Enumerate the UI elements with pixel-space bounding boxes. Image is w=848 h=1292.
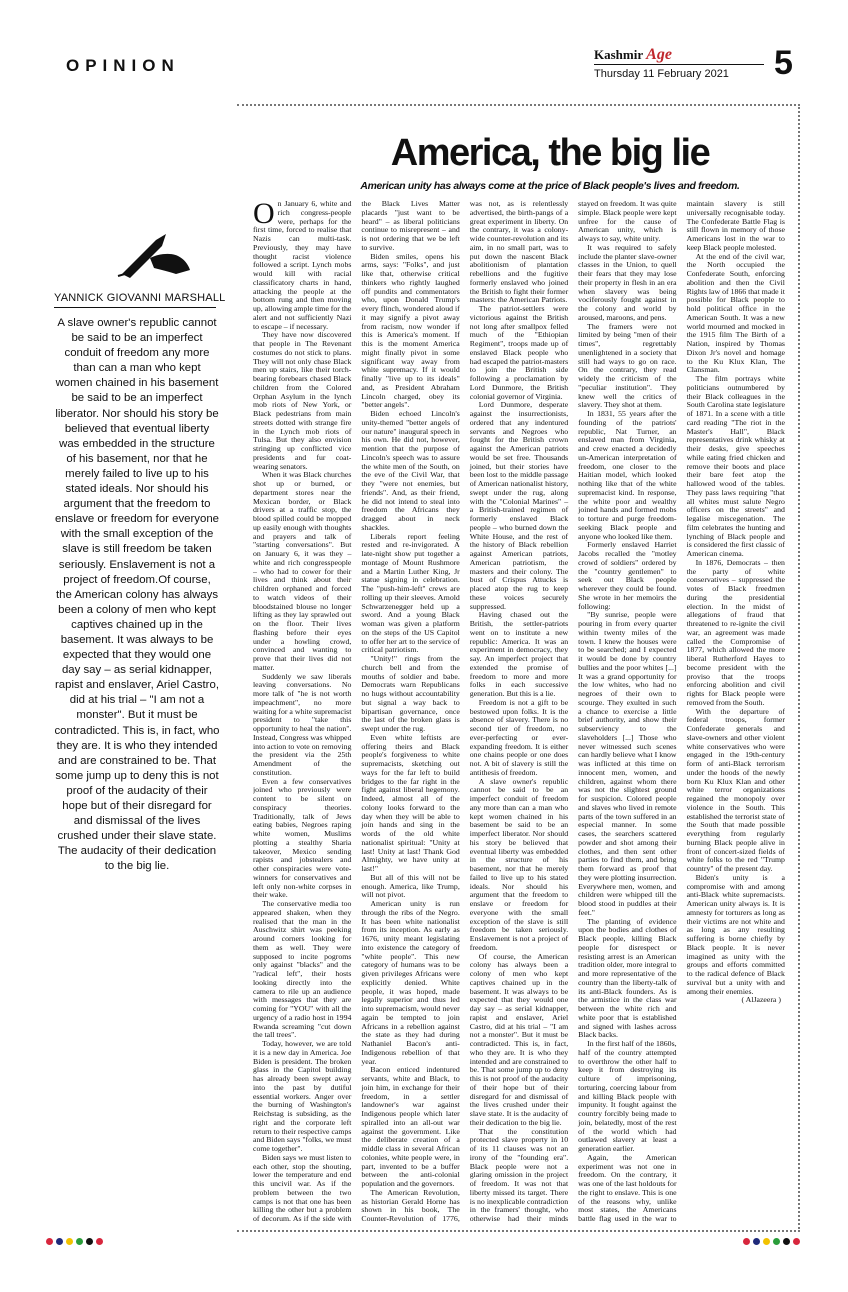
footer-color-dots-left bbox=[46, 1238, 103, 1246]
page-number: 5 bbox=[774, 44, 793, 82]
body-paragraph: But all of this will not be enough. America, like Trump, will not pivot. bbox=[361, 872, 460, 900]
pen-hand-illustration bbox=[116, 228, 196, 278]
color-dot bbox=[46, 1238, 53, 1245]
article-body bbox=[253, 200, 785, 1230]
paper-logo bbox=[594, 48, 764, 62]
body-paragraph: Liberals report feeling rested and re-invigorated. A late-night show put together a montage of Mount Rushmore and a Martin Luther King, Jr statue signing in celebration. The "push-him-left" crews are rolling up their sleeves. Arnold Schwarzenegger held up a sword. And a young Black woman was given a platform on the steps of the US Capitol to offer her art to the service of critical patriotism. bbox=[361, 531, 460, 655]
body-paragraph: Even a few conservatives joined who previously were content to be silent on conspiracy theories. Traditionally, talk of Jews eating babies, Negroes raping white women, Muslims plotting a stealthy Sharia takeover, Mexico sending rapists and jobstealers and other conspiracies were vote-winners for conservatives and left only non-white corpses in their wake. bbox=[253, 776, 352, 900]
body-paragraph: The patriot-settlers were victorious against the British not long after smallpox felled much of the "Ethiopian Regiment", troops made up of enslaved Black people who had escaped the patriot-masters to join the British side following a proclamation by Lord Dunmore, the British colonial governor of Virginia. bbox=[469, 304, 569, 401]
body-paragraph: Again, the American experiment was not one in freedom. On the contrary, it was one of the last holdouts for the right to enslave. This is one of the reasons why, unlike most states, the Americans battle flag used in the war to maintain slavery is still universally recognisable today. The Confederate Battle Flag is still flown in memory of those Americans lost in the war to keep Black people molested. bbox=[578, 200, 785, 1223]
source-credit: ( AlJazeera ) bbox=[741, 995, 781, 1005]
body-paragraph: With the departure of federal troops, former Confederate generals and slave-owners and other violent white conservatives who were engaged in the 19th-century form of anti-Black terrorism under the hoods of the newly born Ku Klux Klan and other white terror organizations regained the monopoly over violence in the South. This established the terrorist state of the South that made possible everything from regularly burning Black people alive in front of concert-sized fields of white folks to the red "Trump country" of the present day. bbox=[686, 706, 785, 873]
frame-border-top bbox=[237, 104, 800, 106]
footer-color-dots-right bbox=[743, 1238, 800, 1246]
body-paragraph: Even white leftists are offering theirs and Black people's forgiveness to white supremacists, sketching out ways for the far left to build bridges to the far right in the fight against liberal hegemony. Indeed, almost all of the colony looks forward to the day when they will be able to join hands and sing in the words of the old white nationalist spiritual: "Unity at last! Unity at last! Thank God Almighty, we have unity at last!" bbox=[361, 732, 460, 873]
body-paragraph: Suddenly we saw liberals leaving conversations. No more talk of "he is not worth impeachment", no more waiting for a white supremacist president to "take this opportunity to heal the nation". Instead, Congress was whipped into action to vote on removing the president via the 25th Amendment of the constitution. bbox=[253, 671, 352, 777]
author-byline: YANNICK GIOVANNI MARSHALL bbox=[54, 292, 216, 308]
body-paragraph: When it was Black churches shot up or burned, or department stores near the Mexican border, or Black drivers at a traffic stop, the blood spilled could be mopped up easily enough with thoughts and prayers and talk of "starting conversations". But on January 6, it was they – white and rich congresspeople – who had to cower for their lives and think about their children orphaned and forced to watch videos of their bloodstained blouse no longer lifting as they lay sprawled out on the floor. Their lives flashing before their eyes under a howling crowd, convinced and wanting to prove that their lives did not matter. bbox=[253, 470, 352, 672]
color-dot bbox=[56, 1238, 63, 1245]
color-dot bbox=[66, 1238, 73, 1245]
body-paragraph: Biden says we must listen to each other, stop the shouting, lower the temperature and end this uncivil war. As if the problem between the two camps is not that one has been killing the other but a problem of decorum. As if the side with the Black Lives Matter placards "just want to be heard" – as liberal politicians continue to misrepresent – and is not ordering that we be left to survive. bbox=[253, 200, 460, 1223]
body-paragraph: The conservative media too appeared shaken, when they realised that the man in the Auschwitz shirt was peeking around corners looking for them as well. They were supposed to incite pogroms only against "blacks" and the "radical left", their hosts looking directly into the camera to rile up an audience with messages that they are coming for "YOU" with all the urgency of a radio host in 1994 Rwanda screaming "cut down the tall trees". bbox=[253, 899, 352, 1040]
body-paragraph: "By sunrise, people were pouring in from every quarter within twenty miles of the town. I knew the houses were to be searched; and I expected it would be done by country bullies and the poor whites [...] It was a grand opportunity for the low whites, who had no negroes of their own to scourge. They exulted in such a chance to exercise a little brief authority, and show their subserviency to the slaveholders [...] Those who never witnessed such scenes can hardly believe what I know was inflicted at this time on innocent men, women, and children, against whom there was not the slightest ground for suspicion. Colored people and slaves who lived in remote parts of the town suffered in an especial manner. In some cases, the searchers scattered powder and shot among their clothes, and then sent other parties to find them, and bring them forward as proof that they were plotting insurrection. Everywhere men, women, and children were whipped till the blood stood in puddles at their feet." bbox=[578, 610, 677, 917]
body-paragraph: The framers were not limited by being "men of their times", regrettably unenlightened in a society that still had ways to go on race. On the contrary, they read widely the criticism of the "peculiar institution". They knew well the critics of slavery. They shot at them. bbox=[578, 321, 677, 410]
body-paragraph: "Unity!" rings from the church bell and from the mouths of soldier and babe. Democrats warn Republicans no hugs without accountability but signal a way back to bipartisan governance, once the last of the broken glass is swept under the rug. bbox=[361, 654, 460, 733]
body-paragraph: That the constitution protected slave property in 10 of its 11 clauses was not an irony of the "founding era". Black people were not a glaring omission in the project of freedom. It was not that liberty missed its target. There is no inexplicable contradiction in the framers' thought, who otherwise had their minds stayed on freedom. It was quite simple. Black people were kept unfree for the cause of American unity, which is always to say, white unity. bbox=[469, 200, 677, 1223]
body-paragraph: At the end of the civil war, the North occupied the Confederate South, enforcing abolition and then the Civil Rights law of 1866 that made it possible for Black people to hold political office in the American South. It was a new world mourned and mocked in the 1915 film The Birth of a Nation, inspired by Thomas Dixon Jr's novel and homage to the Ku Klux Klan, The Clansman. bbox=[686, 251, 785, 375]
color-dot bbox=[763, 1238, 770, 1245]
body-paragraph: A slave owner's republic cannot be said to be an imperfect conduit of freedom any more than can a man who kept women chained in his basement be said to be an imperfect liberator. Nor should his story be believed that eventual liberty was embedded in the structure of his basement, nor that he merely failed to live up to his stated ideals. Nor should his argument that the freedom to enslave or freedom for everyone with the small exception of the slave is still freedom be taken seriously. Enslavement is not a project of freedom. bbox=[469, 776, 569, 952]
drop-cap: O bbox=[253, 200, 275, 230]
body-paragraph: The film portrays white politicians outnumbered by their Black colleagues in the South Carolina state legislature of 1871. In a scene with a title card reading "The riot in the Master's Hall", Black representatives drink whisky at their desks, give speeches while eating fried chicken and remove their boots and place their bare feet atop the hallowed wood of the tables. They pass laws requiring "that all whites must salute Negro officers on the streets" and legalise miscegenation. The film celebrates the hunting and lynching of Black people and is considered the first classic of American cinema. bbox=[686, 374, 785, 558]
body-paragraph: Lord Dunmore, desperate against the insurrectionists, ordered that any indentured servants and Negroes who fought for the British crown against the American patriots would be set free. Thousands joined, but their stories have been lost to the middle passage of American nationalist history, swept under the rug, along with the "Colonial Marines" – a British-trained regimen of formerly enslaved Black people – who burned down the White House, and the rest of the history of Black rebellion against American patriots, American patriotism, the masters and their colony. The bust of Crispus Attucks is placed atop the rug to keep these voices securely suppressed. bbox=[469, 400, 569, 611]
frame-border-bottom bbox=[237, 1230, 800, 1232]
body-paragraph: Freedom is not a gift to be bestowed upon folks. It is the absence of slavery. There is no second tier of freedom, no ever-perfecting or ever-expanding freedom. It is either one chains people or one does not. A bit of slavery is still the antithesis of freedom. bbox=[469, 697, 569, 777]
body-paragraph: Of course, the American colony has always been a colony of men who kept captives chained up in the basement. It was always to be expected that they would one day say – as serial kidnapper, rapist and enslaver, Ariel Castro, did at his trial – "I am not a monster". But it must be contradicted. This is, in fact, who they are. It is who they intended and are constrained to be. That some jump up to deny this is not proof of the audacity of their hope but of their disregard for and dismissal of the lives crushed under their slave state. It is the audacity of their dedication to the big lie. bbox=[469, 951, 569, 1127]
body-paragraph: The planting of evidence upon the bodies and clothes of Black people, killing Black people for disrespect or resisting arrest is an American tradition older, more integral to and more representative of the country than the liberty-talk of its anti-Black founders. As is the armistice in the class war between the white rich and white poor that is established and signed with lashes across Black backs. bbox=[578, 916, 677, 1040]
issue-date: Thursday 11 February 2021 bbox=[594, 68, 729, 80]
color-dot bbox=[76, 1238, 83, 1245]
color-dot bbox=[96, 1238, 103, 1245]
pull-quote: A slave owner's republic cannot be said to be an imperfect conduit of freedom any more than can a man who kept women chained in his basement be said to be an imperfect liberator. Nor should his story be believed that eventual liberty was embedded in the structure of his basement, nor that he merely failed to live up to his stated ideals. Nor should his argument that the freedom to enslave or freedom for everyone with the small exception of the slave is still freedom be taken seriously. Enslavement is not a project of freedom.Of course, the American colony has always been a colony of men who kept captives chained up in the basement. It was always to be expected that they would one day say – as serial kidnapper, rapist and enslaver, Ariel Castro, did at his trial – "I am not a monster". But it must be contradicted. This is, in fact, who they are. It is who they intended and are constrained to be. That some jump up to deny this is not proof of the audacity of their hope but of their disregard for and dismissal of the lives crushed under their slave state. The audacity of their dedication to the big lie. bbox=[54, 317, 220, 873]
body-paragraph: The American Revolution, as historian Gerald Horne has shown in his book, The Counter-Revolution of 1776, was not, as is relentlessly advertised, the birth-pangs of a great experiment in liberty. On the contrary, it was a colony-wide counter-revolution and its aim, in no small part, was to put down the nascent Black abolitionism of plantation rebellions and the fugitive formerly enslaved who joined the British to fight their former masters: the American Patriots. bbox=[361, 200, 569, 1223]
lead-paragraph bbox=[253, 200, 351, 331]
masthead bbox=[594, 48, 764, 80]
body-paragraph: Bacon enticed indentured servants, white and Black, to join him, in exchange for their freedom, in a settler landowner's war against Indigenous people which later spiralled into an all-out war against the government. Like the deliberate creation of a middle class in several African colonies, white people were, in part, invented to be a buffer between the anti-colonial population and the governors. bbox=[361, 1065, 460, 1188]
color-dot bbox=[753, 1238, 760, 1245]
body-paragraph: Today, however, we are told it is a new day in America. Joe Biden is president. The broken glass in the Capitol building has already been swept away into the past by dutiful essential workers. Anger over the burning of Washington's Reichstag is subsiding, as the right and the corporate left return to their respective camps and Biden says "folks, we must come together". bbox=[253, 1039, 352, 1153]
body-paragraph: Biden echoed Lincoln's unity-themed "better angels of our nature" inaugural speech in his own. He did not, however, mention that the purpose of Lincoln's speech was to assure the white men of the South, on the eve of the Civil War, that they "were not enemies, but friends". And, as their friend, he did not intend to steal into freedom the Africans they dragged about in neck shackles. bbox=[361, 409, 460, 532]
paper-name-accent: Age bbox=[646, 46, 672, 63]
body-paragraph: In 1831, 55 years after the founding of the patriots' republic, Nat Turner, an enslaved man from Virginia, and crew enacted a decidedly un-American interpretation of freedom, one closer to the Haitian model, which looked nothing like that of the white supremacist kind. In response, the white poor and wealthy joined hands and formed mobs to torture and purge freedom-seeking Black people and anyone who looked like them. bbox=[578, 409, 677, 541]
lead-text: n January 6, white and rich congress-people were, perhaps for the first time, forced to realise that Nazis can multi-task. Previously, they may have thought racist violence followed a script. Lynch mobs would kill with racial classificatory charts in hand, attacking the people at the bottom rung and then moving up, allowing ample time for the alert and not sufficiently Nazi to escape – if necessary. bbox=[253, 200, 352, 331]
body-paragraph: In 1876, Democrats – then the party of white conservatives – suppressed the votes of Black freedmen during the presidential election. In the midst of allegations of fraud that threatened to re-ignite the civil war, an agreement was made called the Compromise of 1877, which allowed the more liberal Rutherford Hayes to become president with the proviso that the troops enforcing abolition and civil rights for Black people were removed from the South. bbox=[686, 557, 785, 707]
body-paragraph: They have now discovered that people in The Revenant costumes do not stick to plans. They will not only chase Black men up stairs, like their torch-bearing forebears chased Black children from the Colored Orphan Asylum in the lynch mob riots of New York, or Black pedestrians from main streets dotted with strange fire in the Lynch mob riots of Tulsa. But they also envision stringing up conflicted vice presidents and fur coat-wearing senators. bbox=[253, 330, 352, 471]
body-paragraph: Formerly enslaved Harriet Jacobs recalled the "motley crowd of soldiers" ordered by the "country gentlemen" to seek out Black people wherever they could be found. She wrote in her memoirs the following: bbox=[578, 540, 677, 611]
color-dot bbox=[86, 1238, 93, 1245]
body-paragraph: American unity is run through the ribs of the Negro. It has been white nationalist from its inception. As early as 1676, unity meant legislating into existence the category of "white people". This new category of humans was to be given privileges Africans were explicitly denied. White people, it was hoped, made legally superior and thus led into supremacism, would never again be tempted to join Africans in a rebellion against the state as they had during Nathaniel Bacon's anti-Indigenous rebellion of that year. bbox=[361, 899, 460, 1066]
body-paragraph: In the first half of the 1860s, half of the country attempted to overthrow the other half to keep it from destroying its culture of imprisoning, torturing, coercing labour from and killing Black people with impunity. It fought against the country forcibly being made to join, belatedly, most of the rest of the world which had outlawed slavery at least a generation earlier. bbox=[578, 1039, 677, 1153]
color-dot bbox=[773, 1238, 780, 1245]
frame-border-right bbox=[798, 104, 800, 1232]
color-dot bbox=[793, 1238, 800, 1245]
body-paragraph: Biden's unity is a compromise with and among anti-Black white supremacists. American unity always is. It is amnesty for torturers as long as their victims are not white and as long as any resulting suffering is borne chiefly by Black people. It is never imagined as unity with the groups and efforts committed to the radical defence of Black survival but a unity with and among their enemies. bbox=[686, 872, 785, 996]
body-paragraph: It was required to safely include the planter slave-owner classes in the Union, to quell their fears that they may lose their property in flesh in an era when slavery was being vociferously fought against in the colony and world by aroused, maroons, and pens. bbox=[578, 242, 677, 322]
subheadline: American unity has always come at the price of Black people's lives and freedom. bbox=[360, 181, 740, 192]
body-paragraph: Having chased out the British, the settler-patriots went on to institute a new republic: America. It was an experiment in democracy, they say. An imperfect project that extended the promise of freedom to more and more folks in each successive generation. But this is a lie. bbox=[469, 610, 569, 698]
color-dot bbox=[743, 1238, 750, 1245]
masthead-rule bbox=[594, 64, 764, 65]
section-label: OPINION bbox=[66, 56, 180, 75]
headline: America, the big lie bbox=[390, 132, 710, 174]
paper-name: Kashmir bbox=[594, 47, 643, 62]
body-paragraph: Biden smiles, opens his arms, says: "Folks", and just like that, otherwise critical thinkers who rightly laughed off pundits and commentators who, upon Donald Trump's every flinch, wondered aloud if it may signify a pivot away from racism, now wonder if this is America's moment. If this is the moment America might finally pivot in some significant way away from white supremacy. If it would finally "live up to its ideals" and, as President Abraham Lincoln charged, obey its "better angels". bbox=[361, 251, 460, 410]
color-dot bbox=[783, 1238, 790, 1245]
